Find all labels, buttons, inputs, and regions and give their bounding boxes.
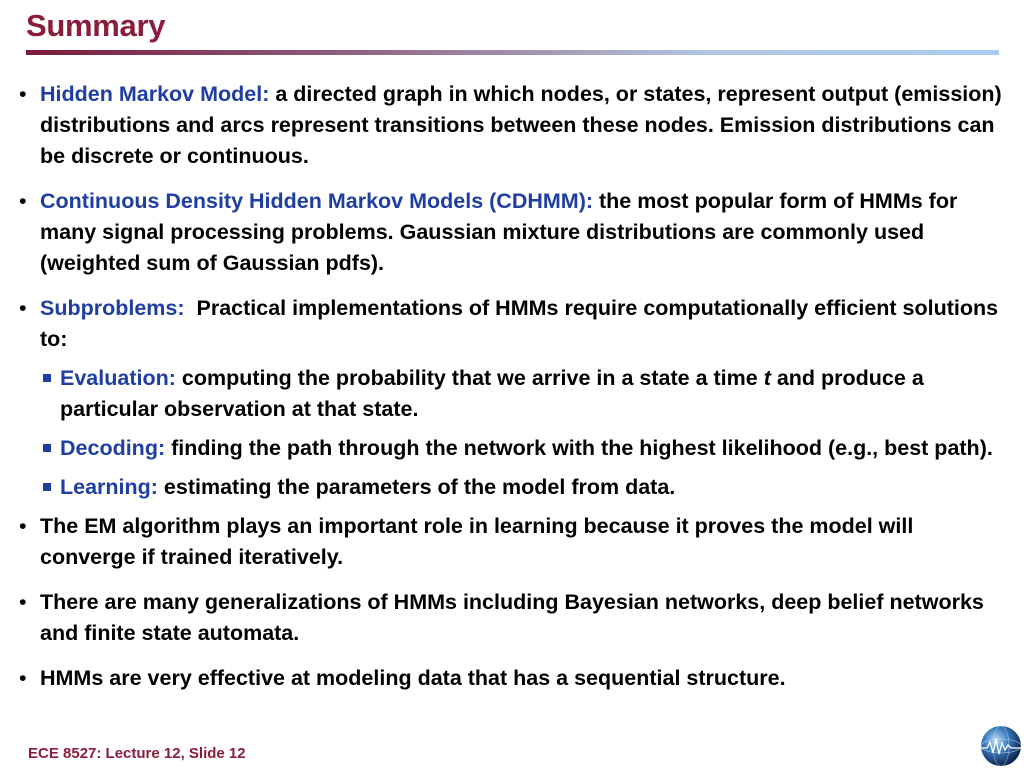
- square-bullet-icon: [43, 444, 51, 452]
- subbullet-text: estimating the parameters of the model from data.: [157, 475, 676, 499]
- bullet-text: HMMs are very effective at modeling data that has a sequential structure.: [40, 666, 786, 690]
- bullet-dot-icon: •: [19, 514, 27, 538]
- subbullet-italic: t: [763, 366, 771, 390]
- subbullet-text: computing the probability that we arrive in a state a time: [175, 366, 764, 390]
- bullet-label: Continuous Density Hidden Markov Models (CDHMM):: [40, 189, 594, 213]
- bullet-text: the most popular form of HMMs for many signal processing problems. Gaussian mixture distributions are commonly used (weighted sum of Gaussian pdfs).: [40, 189, 958, 275]
- bullet-generalizations: [16, 587, 1006, 649]
- bullet-sequential: [16, 663, 1006, 694]
- bullet-em: [16, 511, 1006, 573]
- bullet-subproblems: [16, 293, 1006, 355]
- bullet-text: There are many generalizations of HMMs including Bayesian networks, deep belief networks and finite state automata.: [40, 590, 984, 645]
- subbullet-label: Evaluation:: [60, 366, 176, 390]
- bullet-label: Subproblems:: [40, 296, 185, 320]
- title-divider: [26, 50, 999, 55]
- bullet-text: Practical implementations of HMMs require computationally efficient solutions to:: [40, 296, 1005, 351]
- square-bullet-icon: [43, 374, 51, 382]
- subbullet-text-after: and produce a particular observation at that state.: [60, 366, 924, 421]
- subbullet-label: Decoding:: [60, 436, 166, 460]
- bullet-dot-icon: •: [19, 296, 27, 320]
- bullet-dot-icon: •: [19, 666, 27, 690]
- bullet-dot-icon: •: [19, 82, 27, 106]
- subbullet-evaluation: [16, 363, 1006, 425]
- subbullet-learning: [16, 472, 1006, 503]
- bullet-label: Hidden Markov Model:: [40, 82, 270, 106]
- subbullet-label: Learning:: [60, 475, 158, 499]
- bullet-hmm: [16, 79, 1006, 172]
- bullet-cdhmm: [16, 186, 1006, 279]
- slide-title: Summary: [26, 8, 166, 43]
- subbullet-text: finding the path through the network with the highest likelihood (e.g., best path).: [165, 436, 993, 460]
- slide-footer: ECE 8527: Lecture 12, Slide 12: [28, 745, 246, 762]
- square-bullet-icon: [43, 483, 51, 491]
- bullet-text: The EM algorithm plays an important role in learning because it proves the model will converge if trained iteratively.: [40, 514, 914, 569]
- bullet-dot-icon: •: [19, 590, 27, 614]
- bullet-text: a directed graph in which nodes, or states, represent output (emission) distributions and arcs represent transitions between these nodes. Emission distributions can be discrete or continuous.: [40, 82, 1002, 168]
- subbullet-decoding: [16, 433, 1006, 464]
- globe-logo-icon: [979, 724, 1023, 768]
- bullet-dot-icon: •: [19, 189, 27, 213]
- slide-content: [16, 79, 1006, 694]
